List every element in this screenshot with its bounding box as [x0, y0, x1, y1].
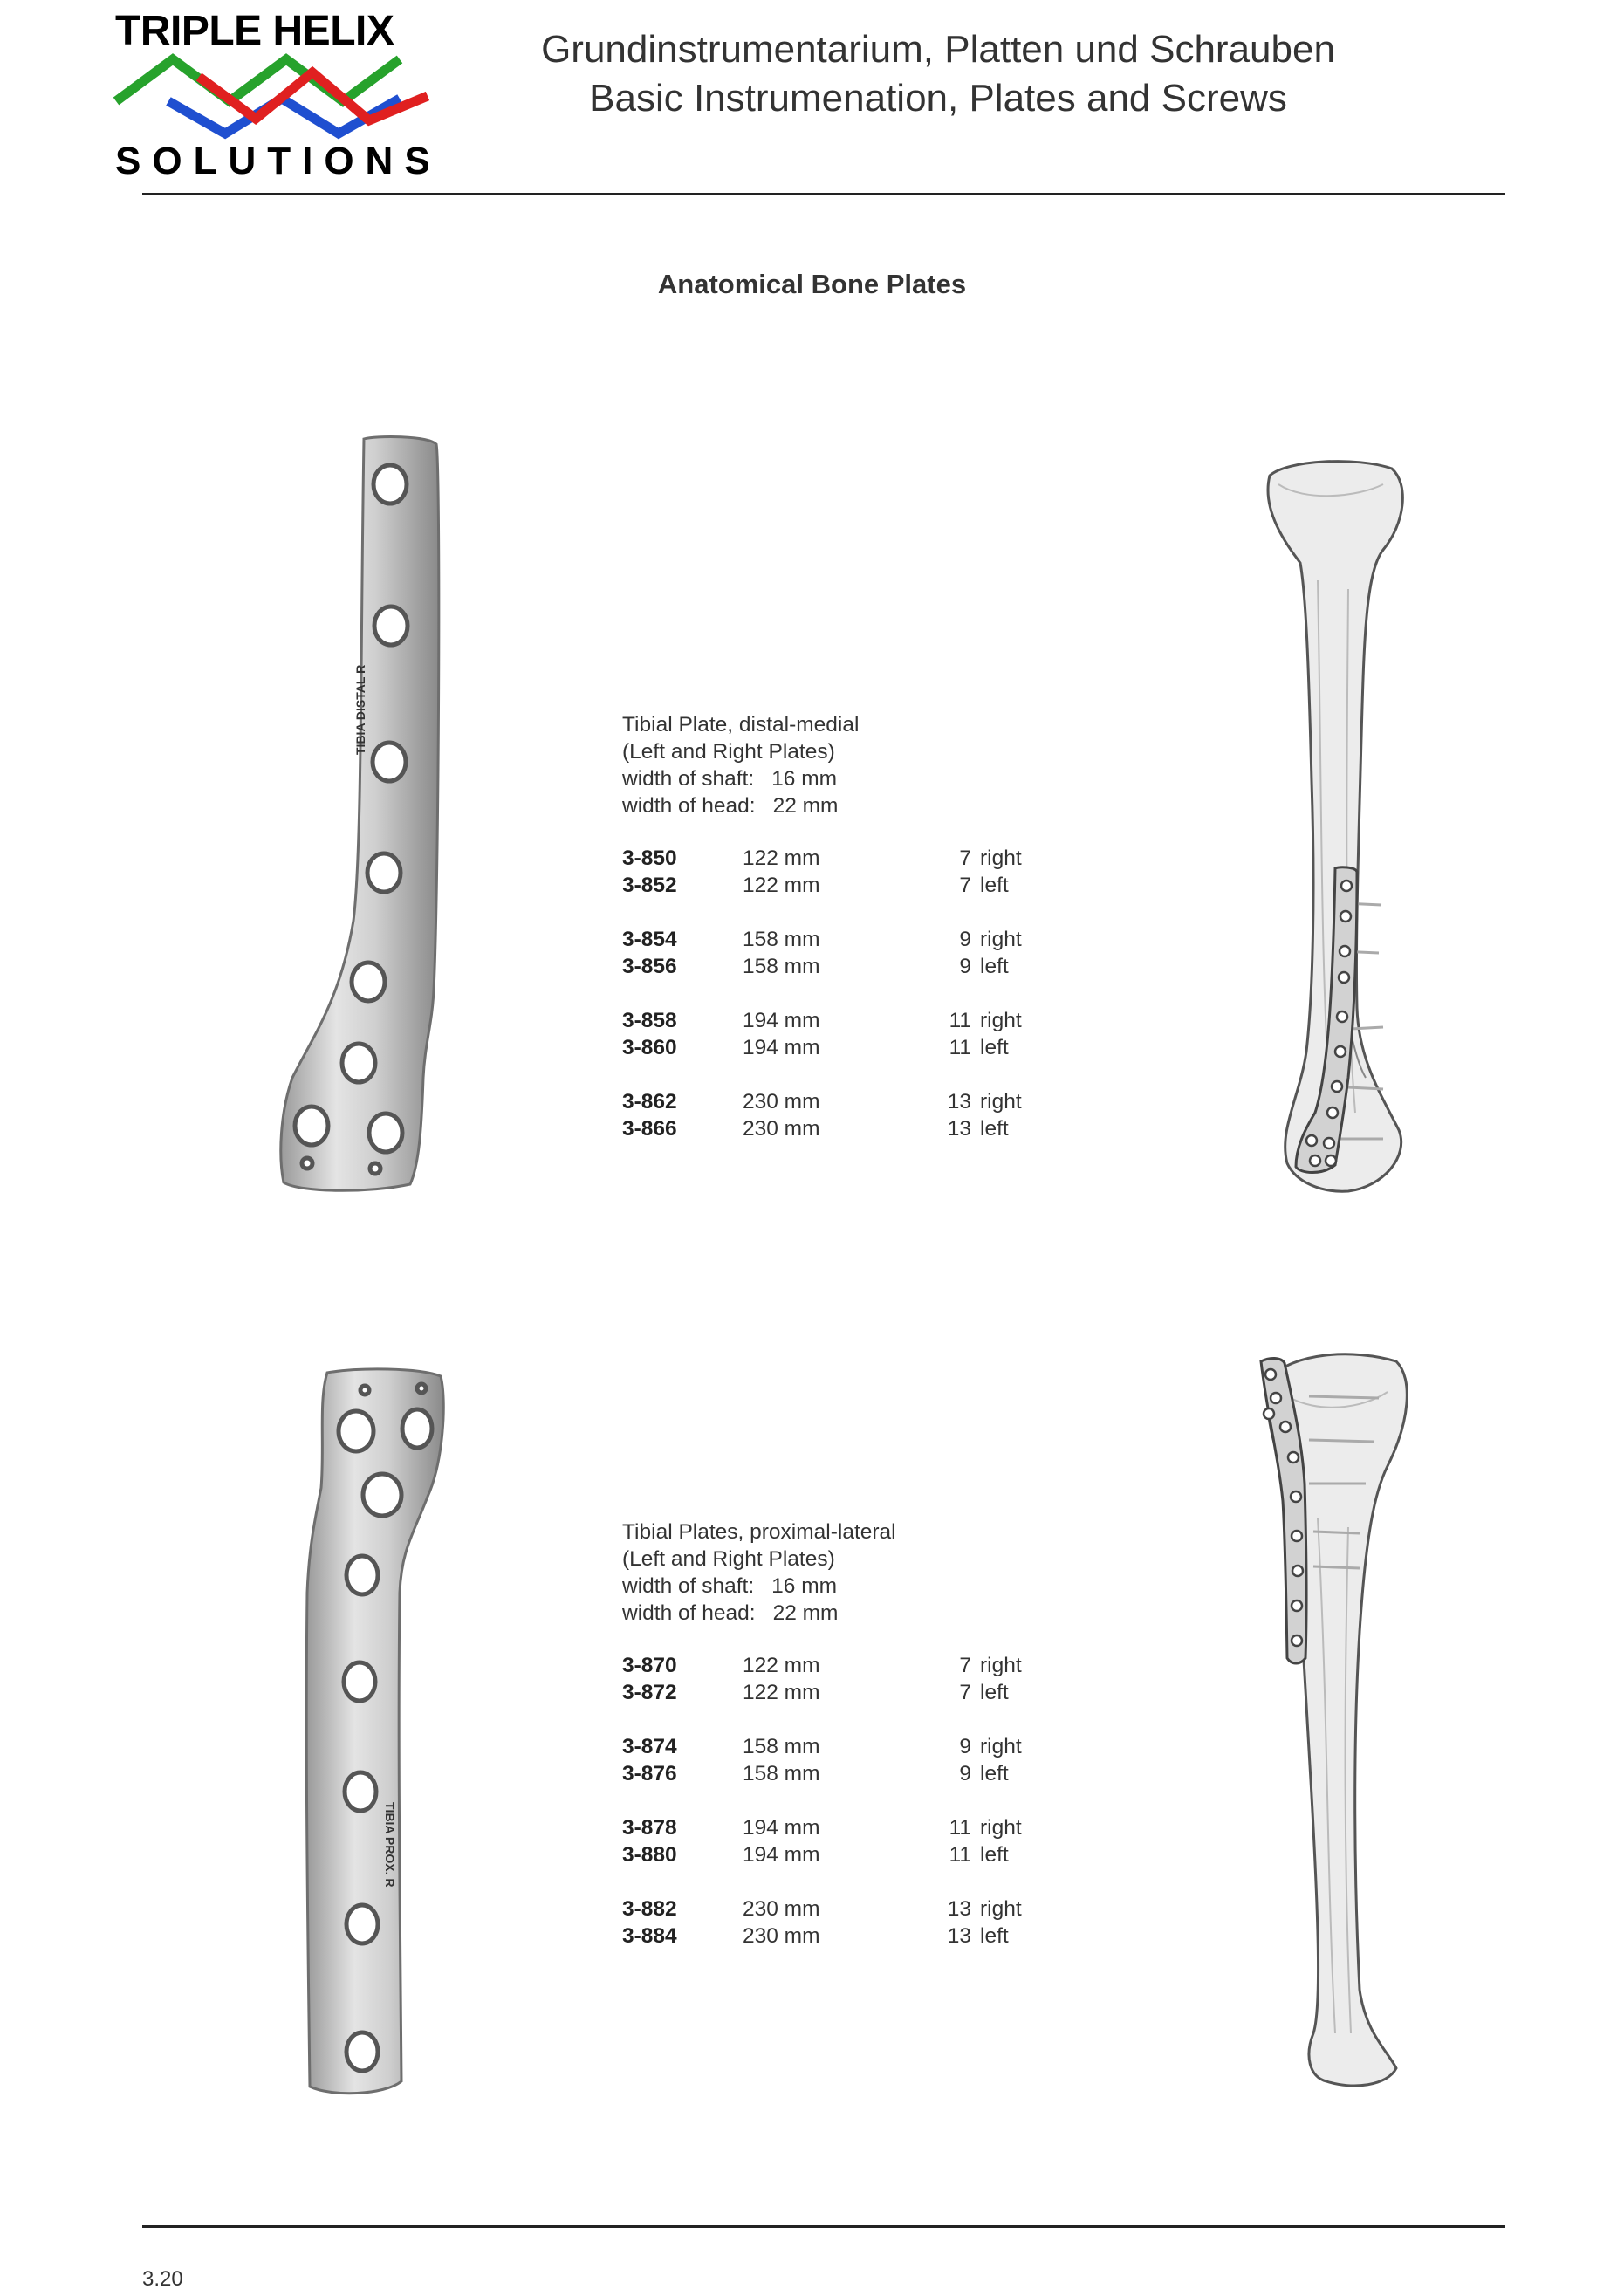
head-width: width of head: 22 mm [622, 1601, 839, 1625]
proximal-lateral-plate-image [297, 1366, 454, 2108]
helix-logo-icon [112, 51, 435, 142]
product-name: Tibial Plate, distal-medial [622, 713, 860, 737]
shaft-width: width of shaft: 16 mm [622, 1574, 838, 1598]
shaft-width: width of shaft: 16 mm [622, 767, 838, 791]
header-title-english: Basic Instrumenation, Plates and Screws [589, 77, 1287, 120]
proximal-lateral-spec [622, 1518, 896, 1627]
distal-medial-table: 3-850 122 mm 7 right 3-852 122 mm 7 left 3-854 158 mm 9 right 3-856 158 mm 9 left 3-858 194 mm 11 right 3-860 194 mm 11 left 3-862 230 mm 13 right 3-866 230 mm 13 left [622, 846, 1022, 1141]
footer-rule [142, 2225, 1505, 2228]
head-width: width of head: 22 mm [622, 794, 839, 818]
proximal-plate-engraving: TIBIA PROX. R [383, 1802, 397, 1888]
brand-name-bottom: SOLUTIONS [115, 140, 442, 182]
page-number: 3.20 [142, 2267, 183, 2291]
distal-tibia-bone-illustration [1252, 449, 1427, 1200]
section-title: Anatomical Bone Plates [657, 269, 967, 299]
product-subtitle: (Left and Right Plates) [622, 1547, 835, 1571]
distal-plate-engraving: TIBIA DISTAL R [353, 664, 367, 755]
distal-medial-plate-image [266, 432, 454, 1200]
product-subtitle: (Left and Right Plates) [622, 740, 835, 764]
product-name: Tibial Plates, proximal-lateral [622, 1520, 896, 1544]
distal-medial-spec [622, 711, 859, 819]
header-title-german: Grundinstrumentarium, Platten und Schrauben [541, 28, 1335, 71]
brand-name-top: TRIPLE HELIX [115, 8, 394, 54]
proximal-tibia-bone-illustration [1257, 1344, 1431, 2094]
header-rule [142, 193, 1505, 195]
proximal-lateral-table: 3-870 122 mm 7 right 3-872 122 mm 7 left 3-874 158 mm 9 right 3-876 158 mm 9 left 3-878 194 mm 11 right 3-880 194 mm 11 left 3-882 230 mm 13 right 3-884 230 mm 13 left [622, 1654, 1022, 1948]
